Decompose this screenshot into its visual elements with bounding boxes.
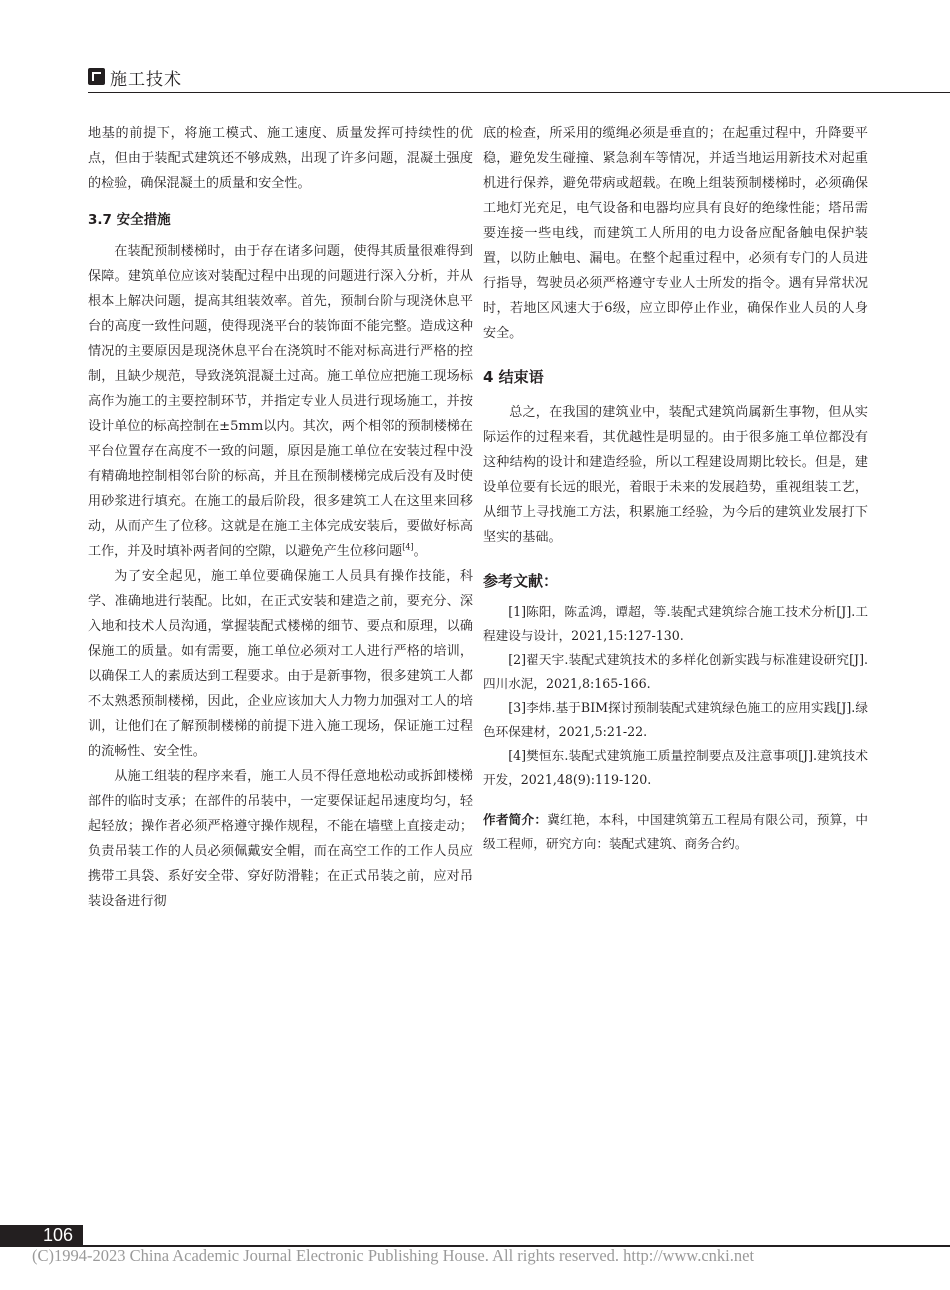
body-paragraph: 从施工组装的程序来看，施工人员不得任意地松动或拆卸楼梯部件的临时支承；在部件的吊装中，一定要保证起吊速度均匀，轻起轻放；操作者必须严格遵守操作规程，不能在墙壁上直接走动；负责吊装工作的人员必须佩戴安全帽，而在高空工作的工作人员应携带工具袋、系好安全带、穿好防滑鞋；在正式吊装之前，应对吊装设备进行彻	[88, 769, 473, 909]
references-heading: 参考文献：	[483, 572, 559, 590]
author-bio-text: 冀红艳，本科，中国建筑第五工程局有限公司，预算，中级工程师，研究方向：装配式建筑、商务合约。	[483, 812, 869, 851]
right-column	[483, 121, 868, 856]
section-heading-4: 4 结束语	[483, 368, 544, 386]
reference-item: [3]李炜.基于BIM探讨预制装配式建筑绿色施工的应用实践[J].绿色环保建材，2021,5:21-22.	[483, 700, 868, 739]
body-paragraph: 在装配预制楼梯时，由于存在诸多问题，使得其质量很难得到保障。建筑单位应该对装配过程中出现的问题进行深入分析，并从根本上解决问题，提高其组装效率。首先，预制台阶与现浇休息平台的高度一致性问题，使得现浇平台的装饰面不能完整。造成这种情况的主要原因是现浇休息平台在浇筑时不能对标高进行严格的控制，且缺少规范，导致浇筑混凝土过高。施工单位应把施工现场标高作为施工的主要控制环节，并指定专业人员进行现场施工，并按设计单位的标高控制在±5mm以内。其次，两个相邻的预制楼梯在平台位置存在高度不一致的问题，原因是施工单位在安装过程中没有精确地控制相邻台阶的标高，并且在预制楼梯完成后没有及时使用砂浆进行填充。在施工的最后阶段，很多建筑工人在这里来回移动，从而产生了位移。这就是在施工主体完成安装后，要做好标高工作，并及时填补两者间的空隙，以避免产生位移问题[4]。	[88, 244, 473, 559]
author-bio	[483, 808, 868, 856]
citation-ref[interactable]: [4]	[402, 542, 414, 552]
page-number: 106	[0, 1225, 83, 1246]
author-bio-label: 作者简介：	[483, 812, 548, 827]
journal-logo-icon	[88, 68, 105, 85]
continued-paragraph: 地基的前提下，将施工模式、施工速度、质量发挥可持续性的优点，但由于装配式建筑还不够成熟，出现了许多问题，混凝土强度的检验，确保混凝土的质量和安全性。	[88, 126, 473, 191]
header-rule	[88, 92, 950, 93]
conclusion-paragraph: 总之，在我国的建筑业中，装配式建筑尚属新生事物，但从实际运作的过程来看，其优越性是明显的。由于很多施工单位都没有这种结构的设计和建造经验，所以工程建设周期比较长。但是，建设单位要有长远的眼光，着眼于未来的发展趋势，重视组装工艺，从细节上寻找施工方法，积累施工经验，为今后的建筑业发展打下坚实的基础。	[483, 405, 868, 545]
journal-section-title: 施工技术	[110, 70, 182, 90]
continued-paragraph: 底的检查，所采用的缆绳必须是垂直的；在起重过程中，升降要平稳，避免发生碰撞、紧急刹车等情况，并适当地运用新技术对起重机进行保养，避免带病或超载。在晚上组装预制楼梯时，必须确保工地灯光充足，电气设备和电器均应具有良好的绝缘性能；塔吊需要连接一些电线，而建筑工人所用的电力设备应配备触电保护装置，以防止触电、漏电。在整个起重过程中，必须有专门的人员进行指导，驾驶员必须严格遵守专业人士所发的指令。遇有异常状况时，若地区风速大于6级，应立即停止作业，确保作业人员的人身安全。	[483, 126, 868, 341]
running-header	[88, 62, 950, 94]
body-paragraph: 为了安全起见，施工单位要确保施工人员具有操作技能，科学、准确地进行装配。比如，在正式安装和建造之前，要充分、深入地和技术人员沟通，掌握装配式楼梯的细节、要点和原理，以确保施工的质量。如有需要，施工单位必须对工人进行严格的培训，以确保工人的素质达到工程要求。由于是新事物，很多建筑工人都不太熟悉预制楼梯，因此，企业应该加大人力物力加强对工人的培训，让他们在了解预制楼梯的前提下进入施工现场，保证施工过程的流畅性、安全性。	[88, 569, 473, 759]
reference-item: [4]樊恒东.装配式建筑施工质量控制要点及注意事项[J].建筑技术开发，2021,48(9):119-120.	[483, 748, 868, 787]
reference-item: [2]翟天宇.装配式建筑技术的多样化创新实践与标准建设研究[J].四川水泥，2021,8:165-166.	[483, 652, 868, 691]
left-column	[88, 121, 473, 914]
section-heading-3-7: 3.7 安全措施	[88, 212, 171, 228]
reference-item: [1]陈阳，陈孟鸿，谭超，等.装配式建筑综合施工技术分析[J].工程建设与设计，2021,15:127-130.	[483, 604, 868, 643]
reference-list	[483, 600, 868, 792]
copyright-notice: (C)1994-2023 China Academic Journal Electronic Publishing House. All rights reserved. http://www.cnki.net	[32, 1246, 755, 1265]
